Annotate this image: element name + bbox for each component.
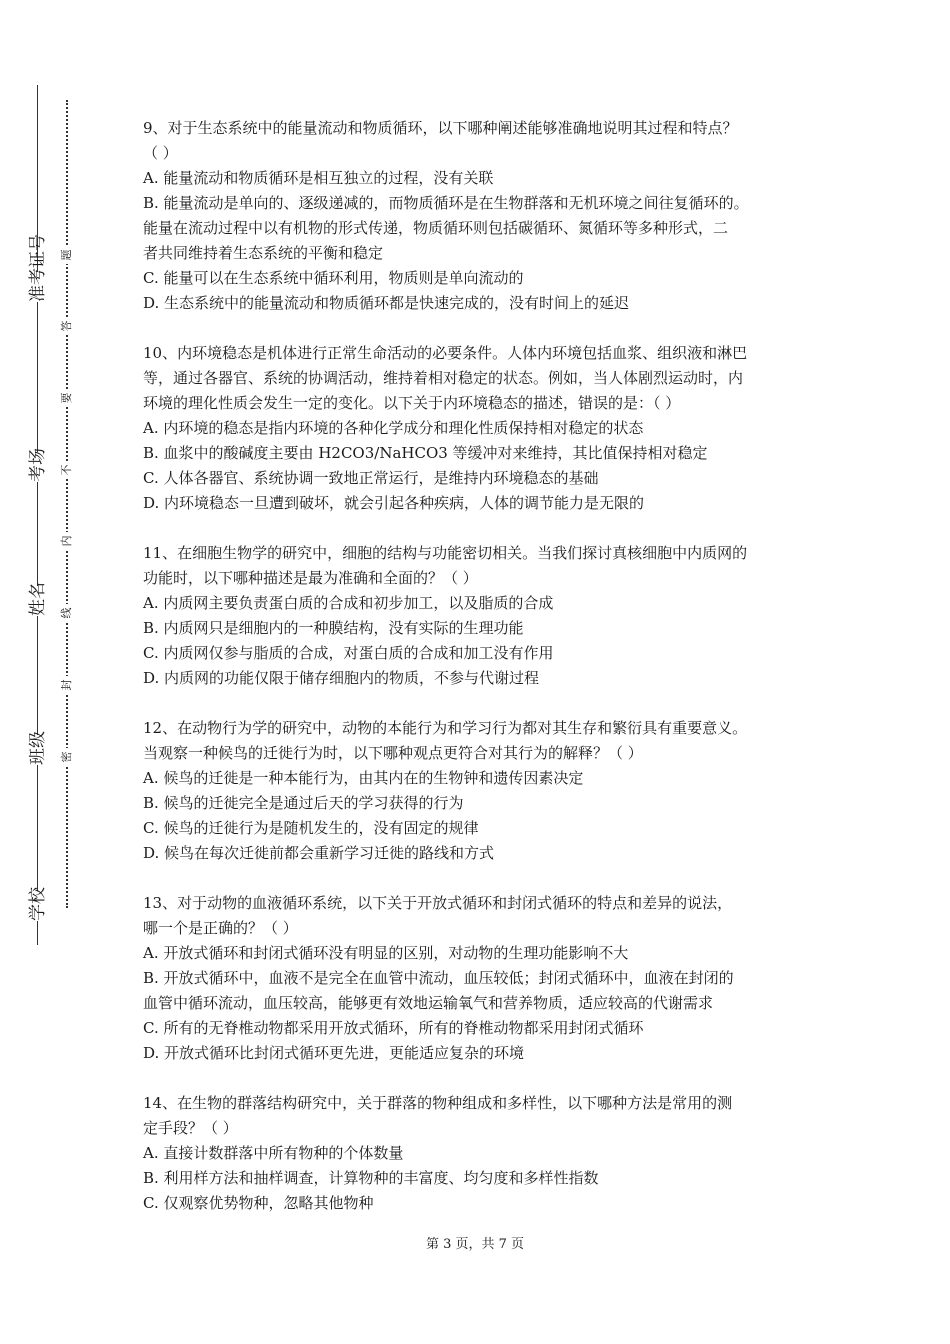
option-b: B. 能量流动是单向的、逐级递减的，而物质循环是在生物群落和无机环境之间往复循环的。 [143,194,749,212]
option-b: B. 血浆中的酸碱度主要由 H2CO3/NaHCO3 等缓冲对来维持，其比值保持相对稳定 [143,444,708,462]
question-stem-continued: 功能时，以下哪种描述是最为准确和全面的？（ ） [143,569,478,587]
seal-dotted-line [66,100,68,908]
question-stem: 14、在生物的群落结构研究中，关于群落的物种组成和多样性，以下哪种方法是常用的测 [143,1094,733,1112]
question-9 [143,116,833,316]
question-stem: 12、在动物行为学的研究中，动物的本能行为和学习行为都对其生存和繁衍具有重要意义。 [143,719,748,737]
option-d: D. 生态系统中的能量流动和物质循环都是快速完成的，没有时间上的延迟 [143,294,630,312]
question-11 [143,541,833,691]
question-stem: 11、在细胞生物学的研究中，细胞的结构与功能密切相关。当我们探讨真核细胞中内质网的 [143,544,748,562]
option-b-continued: 能量在流动过程中以有机物的形式传递，物质循环则包括碳循环、氮循环等多种形式，二 [143,219,729,237]
option-d: D. 内环境稳态一旦遭到破坏，就会引起各种疾病，人体的调节能力是无限的 [143,494,645,512]
option-c: C. 人体各器官、系统协调一致地正常运行，是维持内环境稳态的基础 [143,469,599,487]
seal-char: 内 [58,532,76,550]
binding-solid-line [37,85,38,945]
question-stem-continued: 定手段？（ ） [143,1119,238,1137]
question-stem: 10、内环境稳态是机体进行正常生命活动的必要条件。人体内环境包括血浆、组织液和淋巴 [143,344,748,362]
question-stem-continued: 环境的理化性质会发生一定的变化。以下关于内环境稳态的描述，错误的是：（ ） [143,394,681,412]
option-a: A. 开放式循环和封闭式循环没有明显的区别，对动物的生理功能影响不大 [143,944,629,962]
option-a: A. 能量流动和物质循环是相互独立的过程，没有关联 [143,169,494,187]
question-stem-continued: 当观察一种候鸟的迁徙行为时，以下哪种观点更符合对其行为的解释？（ ） [143,744,643,762]
option-c: C. 能量可以在生态系统中循环利用，物质则是单向流动的 [143,269,524,287]
option-a: A. 直接计数群落中所有物种的个体数量 [143,1144,404,1162]
field-label-exam-number: 准考证号 [23,272,53,302]
option-a: A. 内环境的稳态是指内环境的各种化学成分和理化性质保持相对稳定的状态 [143,419,644,437]
option-b: B. 开放式循环中，血液不是完全在血管中流动，血压较低；封闭式循环中，血液在封闭的 [143,969,734,987]
seal-char: 密 [58,748,76,766]
option-c: C. 候鸟的迁徙行为是随机发生的，没有固定的规律 [143,819,479,837]
answer-bracket: （ ） [143,144,178,162]
page-number: 第 3 页，共 7 页 [425,1237,525,1252]
question-stem-continued: 等，通过各器官、系统的协调活动，维持着相对稳定的状态。例如，当人体剧烈运动时，内 [143,369,744,387]
seal-char: 线 [58,604,76,622]
option-b: B. 内质网只是细胞内的一种膜结构，没有实际的生理功能 [143,619,524,637]
seal-char: 题 [58,246,76,264]
option-d: D. 内质网的功能仅限于储存细胞内的物质，不参与代谢过程 [143,669,540,687]
binding-margin [0,0,110,1344]
question-14 [143,1091,833,1216]
seal-char: 要 [58,389,76,407]
field-label-exam-room: 考场 [23,452,53,482]
option-b-continued: 者共同维持着生态系统的平衡和稳定 [143,244,384,262]
seal-char: 不 [58,461,76,479]
field-label-class: 班级 [23,735,53,765]
question-10 [143,341,833,516]
question-12 [143,716,833,866]
option-c: C. 所有的无脊椎动物都采用开放式循环，所有的脊椎动物都采用封闭式循环 [143,1019,644,1037]
option-d: D. 候鸟在每次迁徙前都会重新学习迁徙的路线和方式 [143,844,495,862]
option-b-continued: 血管中循环流动，血压较高，能够更有效地运输氧气和营养物质，适应较高的代谢需求 [143,994,714,1012]
field-label-name: 姓名 [23,586,53,616]
option-b: B. 利用样方法和抽样调查，计算物种的丰富度、均匀度和多样性指数 [143,1169,599,1187]
question-13 [143,891,833,1066]
question-list [143,116,833,1241]
option-a: A. 内质网主要负责蛋白质的合成和初步加工，以及脂质的合成 [143,594,554,612]
question-stem: 13、对于动物的血液循环系统，以下关于开放式循环和封闭式循环的特点和差异的说法， [143,894,733,912]
question-stem-continued: 哪一个是正确的？（ ） [143,919,298,937]
question-stem: 9、对于生态系统中的能量流动和物质循环，以下哪种阐述能够准确地说明其过程和特点？ [143,119,738,137]
option-c: C. 内质网仅参与脂质的合成，对蛋白质的合成和加工没有作用 [143,644,554,662]
option-b: B. 候鸟的迁徙完全是通过后天的学习获得的行为 [143,794,464,812]
option-a: A. 候鸟的迁徙是一种本能行为，由其内在的生物钟和遗传因素决定 [143,769,584,787]
option-d: D. 开放式循环比封闭式循环更先进，更能适应复杂的环境 [143,1044,525,1062]
option-c: C. 仅观察优势物种，忽略其他物种 [143,1194,374,1212]
seal-char: 封 [58,676,76,694]
seal-char: 答 [58,317,76,335]
field-label-school: 学校 [23,891,53,921]
